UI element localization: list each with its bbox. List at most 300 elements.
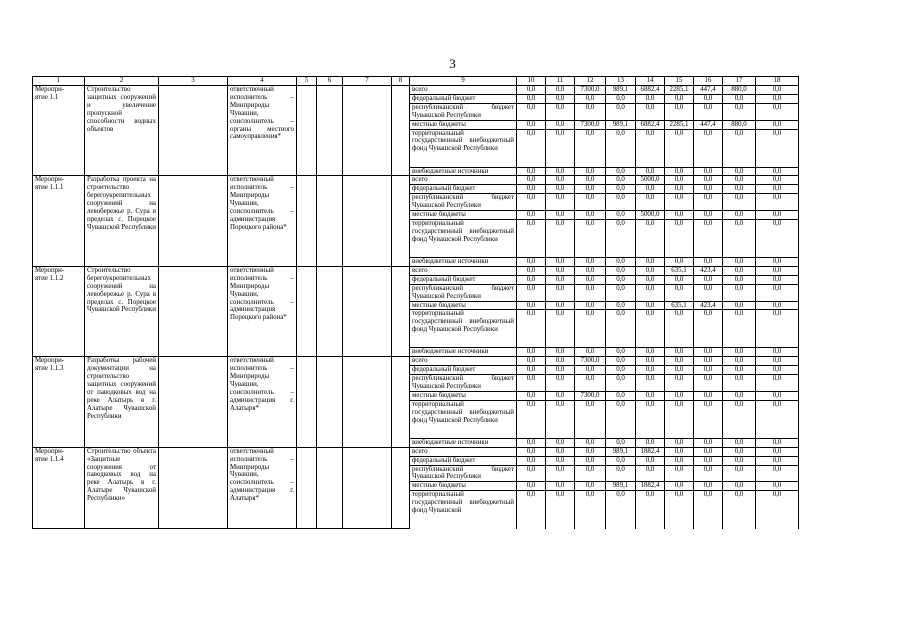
funding-value: 0,0 [636, 103, 665, 120]
funding-value: 0,0 [756, 185, 799, 194]
funding-value: 0,0 [694, 310, 723, 348]
funding-value: 0,0 [665, 167, 694, 176]
funding-value: 0,0 [636, 400, 665, 438]
activity-name: Строительство защитных сооружений и увеличение пропускной способности водных объектов [85, 86, 159, 176]
activity-id: Меропри- ятие 1.1.1 [33, 176, 85, 266]
funding-value: 0,0 [606, 348, 636, 357]
funding-source: федеральный бюджет [410, 185, 517, 194]
funding-value: 0,0 [723, 438, 756, 447]
funding-value: 0,0 [756, 366, 799, 375]
funding-value: 0,0 [665, 391, 694, 400]
funding-value: 0,0 [546, 491, 575, 529]
funding-value: 0,0 [665, 257, 694, 266]
activity-id: Меропри- ятие 1.1.3 [33, 357, 85, 447]
funding-value: 0,0 [606, 284, 636, 301]
funding-value: 0,0 [665, 219, 694, 257]
funding-value: 0,0 [636, 366, 665, 375]
funding-value: 0,0 [606, 465, 636, 482]
funding-value: 0,0 [546, 348, 575, 357]
activity-executor: ответственный исполнитель – Минприроды Чувашии, соисполнитель – администрация Порецкого района* [228, 176, 297, 266]
funding-value: 0,0 [575, 456, 606, 465]
funding-value: 880,0 [723, 120, 756, 129]
funding-value: 0,0 [517, 176, 546, 185]
funding-value: 0,0 [665, 211, 694, 220]
empty-cell [392, 266, 410, 356]
funding-value: 0,0 [606, 219, 636, 257]
funding-value: 0,0 [546, 86, 575, 95]
funding-value: 0,0 [756, 167, 799, 176]
funding-value: 0,0 [575, 266, 606, 275]
funding-source: всего [410, 86, 517, 95]
funding-value: 0,0 [517, 491, 546, 529]
funding-value: 0,0 [636, 194, 665, 211]
activity-executor: ответственный исполнитель – Минприроды Чувашии, соисполнитель – органы местного самоуправления* [228, 86, 297, 176]
funding-value: 0,0 [756, 375, 799, 392]
funding-value: 0,0 [546, 310, 575, 348]
funding-value: 0,0 [546, 219, 575, 257]
funding-value: 0,0 [546, 176, 575, 185]
activity-name: Разработка проекта на строительство берегоукрепительных сооружений на левобережье р. Сура в пределах с. Порецкое Чувашской Республики [85, 176, 159, 266]
funding-value: 989,1 [606, 447, 636, 456]
funding-value: 0,0 [546, 94, 575, 103]
page-number: 3 [449, 56, 456, 71]
empty-cell [159, 357, 228, 447]
funding-value: 0,0 [575, 94, 606, 103]
funding-value: 0,0 [575, 447, 606, 456]
funding-source: республиканский бюджет Чувашской Республики [410, 284, 517, 301]
funding-value: 0,0 [546, 266, 575, 275]
funding-value: 0,0 [546, 357, 575, 366]
funding-value: 0,0 [517, 257, 546, 266]
funding-source: федеральный бюджет [410, 366, 517, 375]
column-number: 16 [694, 77, 723, 86]
funding-value: 0,0 [723, 491, 756, 529]
funding-value: 0,0 [756, 103, 799, 120]
funding-value: 0,0 [606, 176, 636, 185]
table-row [33, 86, 799, 95]
funding-value: 0,0 [694, 185, 723, 194]
activity-id: Меропри- ятие 1.1 [33, 86, 85, 176]
empty-cell [297, 266, 317, 356]
empty-cell [297, 86, 317, 176]
funding-value: 0,0 [665, 348, 694, 357]
funding-source: территориальный государственный внебюджетный фонд Чувашской Республики [410, 310, 517, 348]
column-number: 14 [636, 77, 665, 86]
funding-value: 0,0 [517, 284, 546, 301]
funding-value: 0,0 [636, 438, 665, 447]
funding-value: 0,0 [546, 284, 575, 301]
funding-value: 0,0 [694, 129, 723, 167]
funding-value: 7300,0 [575, 357, 606, 366]
funding-value: 0,0 [575, 348, 606, 357]
funding-value: 989,1 [606, 482, 636, 491]
funding-value: 0,0 [575, 284, 606, 301]
funding-value: 0,0 [546, 465, 575, 482]
funding-value: 0,0 [517, 103, 546, 120]
funding-value: 0,0 [665, 185, 694, 194]
funding-value: 5000,0 [636, 211, 665, 220]
empty-cell [392, 86, 410, 176]
funding-value: 0,0 [756, 491, 799, 529]
funding-source: местные бюджеты [410, 482, 517, 491]
empty-cell [159, 86, 228, 176]
funding-value: 0,0 [636, 185, 665, 194]
funding-value: 0,0 [723, 310, 756, 348]
funding-value: 0,0 [546, 194, 575, 211]
funding-value: 0,0 [636, 301, 665, 310]
funding-value: 0,0 [636, 375, 665, 392]
funding-value: 0,0 [756, 129, 799, 167]
funding-value: 0,0 [517, 129, 546, 167]
funding-value: 0,0 [606, 438, 636, 447]
funding-value: 0,0 [756, 86, 799, 95]
funding-source: федеральный бюджет [410, 275, 517, 284]
funding-value: 0,0 [723, 348, 756, 357]
funding-value: 0,0 [546, 438, 575, 447]
column-number: 7 [343, 77, 392, 86]
funding-value: 0,0 [575, 176, 606, 185]
funding-value: 0,0 [694, 438, 723, 447]
funding-source: внебюджетные источники [410, 438, 517, 447]
funding-value: 0,0 [665, 94, 694, 103]
funding-value: 0,0 [756, 275, 799, 284]
funding-source: всего [410, 176, 517, 185]
funding-value: 0,0 [636, 94, 665, 103]
funding-value: 635,1 [665, 301, 694, 310]
funding-value: 0,0 [756, 310, 799, 348]
funding-value: 0,0 [517, 94, 546, 103]
funding-value: 0,0 [723, 129, 756, 167]
funding-value: 423,4 [694, 266, 723, 275]
empty-cell [343, 86, 392, 176]
funding-value: 0,0 [517, 465, 546, 482]
column-number: 5 [297, 77, 317, 86]
funding-value: 0,0 [575, 375, 606, 392]
funding-value: 0,0 [546, 185, 575, 194]
funding-value: 0,0 [606, 94, 636, 103]
funding-value: 0,0 [756, 301, 799, 310]
funding-value: 0,0 [546, 211, 575, 220]
empty-cell [297, 447, 317, 529]
funding-value: 0,0 [575, 185, 606, 194]
activity-executor: ответственный исполнитель – Минприроды Чувашии, соисполнитель – администрация г. Алатыря* [228, 357, 297, 447]
funding-source: территориальный государственный внебюджетный фонд Чувашской [410, 491, 517, 529]
funding-value: 0,0 [546, 375, 575, 392]
funding-value: 2285,1 [665, 120, 694, 129]
table-row [33, 266, 799, 275]
funding-value: 0,0 [665, 176, 694, 185]
activity-name: Строительство объекта «Защитные сооружения от паводковых вод на реке Алатырь в г. Алатыре Чувашской Республики» [85, 447, 159, 529]
funding-value: 0,0 [694, 465, 723, 482]
column-number: 15 [665, 77, 694, 86]
funding-value: 0,0 [517, 120, 546, 129]
funding-value: 635,1 [665, 266, 694, 275]
funding-value: 0,0 [694, 284, 723, 301]
funding-value: 0,0 [723, 366, 756, 375]
activity-name: Строительство берегоукрепительных сооружений на левобережье р. Сура в пределах с. Порецкое Чувашской Республики [85, 266, 159, 356]
funding-value: 0,0 [636, 275, 665, 284]
column-number: 12 [575, 77, 606, 86]
funding-value: 7300,0 [575, 391, 606, 400]
funding-value: 0,0 [575, 211, 606, 220]
funding-value: 0,0 [636, 357, 665, 366]
funding-value: 0,0 [665, 357, 694, 366]
funding-value: 0,0 [665, 465, 694, 482]
funding-value: 0,0 [517, 275, 546, 284]
funding-value: 0,0 [665, 375, 694, 392]
funding-value: 0,0 [606, 400, 636, 438]
funding-value: 0,0 [575, 366, 606, 375]
funding-value: 989,1 [606, 86, 636, 95]
funding-value: 0,0 [575, 301, 606, 310]
funding-value: 0,0 [694, 176, 723, 185]
funding-value: 0,0 [694, 375, 723, 392]
column-number: 10 [517, 77, 546, 86]
funding-value: 0,0 [606, 194, 636, 211]
funding-value: 0,0 [694, 447, 723, 456]
funding-value: 0,0 [546, 257, 575, 266]
funding-value: 0,0 [723, 194, 756, 211]
funding-value: 0,0 [665, 456, 694, 465]
funding-source: внебюджетные источники [410, 257, 517, 266]
funding-value: 0,0 [723, 176, 756, 185]
funding-value: 0,0 [517, 456, 546, 465]
funding-source: внебюджетные источники [410, 348, 517, 357]
funding-value: 0,0 [517, 482, 546, 491]
funding-value: 0,0 [756, 266, 799, 275]
empty-cell [317, 266, 343, 356]
funding-value: 0,0 [606, 185, 636, 194]
funding-value: 0,0 [723, 275, 756, 284]
funding-source: территориальный государственный внебюджетный фонд Чувашской Республики [410, 129, 517, 167]
funding-value: 0,0 [606, 266, 636, 275]
funding-value: 0,0 [636, 257, 665, 266]
funding-source: федеральный бюджет [410, 456, 517, 465]
funding-value: 0,0 [723, 219, 756, 257]
column-number: 8 [392, 77, 410, 86]
funding-value: 0,0 [723, 465, 756, 482]
funding-value: 0,0 [517, 366, 546, 375]
funding-value: 6882,4 [636, 86, 665, 95]
column-number: 3 [159, 77, 228, 86]
funding-value: 0,0 [546, 456, 575, 465]
funding-value: 0,0 [546, 366, 575, 375]
funding-value: 0,0 [636, 465, 665, 482]
column-number: 9 [410, 77, 517, 86]
funding-value: 0,0 [636, 129, 665, 167]
funding-value: 0,0 [606, 375, 636, 392]
funding-value: 989,1 [606, 120, 636, 129]
funding-source: всего [410, 266, 517, 275]
funding-value: 0,0 [546, 275, 575, 284]
funding-value: 0,0 [575, 257, 606, 266]
funding-value: 0,0 [665, 366, 694, 375]
funding-value: 0,0 [517, 211, 546, 220]
funding-value: 0,0 [575, 275, 606, 284]
funding-value: 0,0 [575, 194, 606, 211]
funding-value: 1882,4 [636, 482, 665, 491]
table-row [33, 447, 799, 456]
funding-value: 1882,4 [636, 447, 665, 456]
empty-cell [317, 176, 343, 266]
empty-cell [343, 447, 392, 529]
funding-value: 0,0 [756, 400, 799, 438]
funding-value: 0,0 [546, 129, 575, 167]
funding-value: 0,0 [723, 103, 756, 120]
funding-value: 880,0 [723, 86, 756, 95]
funding-source: местные бюджеты [410, 391, 517, 400]
funding-value: 0,0 [636, 391, 665, 400]
funding-value: 0,0 [756, 482, 799, 491]
funding-value: 0,0 [606, 103, 636, 120]
funding-value: 0,0 [723, 257, 756, 266]
funding-source: территориальный государственный внебюджетный фонд Чувашской Республики [410, 219, 517, 257]
funding-value: 0,0 [756, 176, 799, 185]
funding-value: 0,0 [517, 167, 546, 176]
funding-value: 0,0 [606, 275, 636, 284]
funding-value: 0,0 [517, 194, 546, 211]
funding-value: 0,0 [575, 491, 606, 529]
funding-source: местные бюджеты [410, 211, 517, 220]
funding-value: 0,0 [756, 284, 799, 301]
funding-value: 0,0 [517, 301, 546, 310]
funding-value: 0,0 [694, 348, 723, 357]
financing-table [32, 76, 799, 529]
activity-name: Разработка рабочей документации на строительство защитных сооружений от паводковых вод на реке Алатырь в г. Алатыре Чувашской Республики [85, 357, 159, 447]
funding-value: 0,0 [756, 194, 799, 211]
funding-value: 0,0 [756, 447, 799, 456]
funding-value: 0,0 [694, 391, 723, 400]
funding-value: 0,0 [606, 257, 636, 266]
funding-value: 0,0 [756, 120, 799, 129]
empty-cell [392, 447, 410, 529]
funding-value: 0,0 [756, 357, 799, 366]
funding-value: 0,0 [723, 266, 756, 275]
funding-source: федеральный бюджет [410, 94, 517, 103]
funding-source: местные бюджеты [410, 120, 517, 129]
funding-value: 0,0 [546, 447, 575, 456]
funding-value: 0,0 [575, 219, 606, 257]
funding-source: республиканский бюджет Чувашской Республики [410, 194, 517, 211]
funding-value: 0,0 [636, 310, 665, 348]
funding-source: республиканский бюджет Чувашской Республики [410, 465, 517, 482]
funding-value: 0,0 [665, 284, 694, 301]
funding-value: 0,0 [694, 257, 723, 266]
funding-value: 0,0 [575, 103, 606, 120]
funding-value: 0,0 [756, 348, 799, 357]
funding-value: 0,0 [546, 391, 575, 400]
empty-cell [343, 176, 392, 266]
empty-cell [297, 176, 317, 266]
empty-cell [317, 447, 343, 529]
funding-value: 0,0 [546, 482, 575, 491]
funding-value: 6882,4 [636, 120, 665, 129]
activity-id: Меропри- ятие 1.1.4 [33, 447, 85, 529]
funding-value: 5000,0 [636, 176, 665, 185]
funding-value: 447,4 [694, 120, 723, 129]
funding-value: 0,0 [575, 482, 606, 491]
funding-value: 0,0 [694, 194, 723, 211]
funding-value: 0,0 [546, 167, 575, 176]
funding-value: 0,0 [723, 301, 756, 310]
funding-source: всего [410, 357, 517, 366]
column-number: 2 [85, 77, 159, 86]
funding-value: 0,0 [665, 482, 694, 491]
funding-value: 0,0 [517, 357, 546, 366]
table-row [33, 357, 799, 366]
funding-value: 0,0 [636, 491, 665, 529]
funding-value: 2285,1 [665, 86, 694, 95]
funding-value: 0,0 [517, 400, 546, 438]
funding-value: 0,0 [723, 391, 756, 400]
funding-value: 0,0 [606, 366, 636, 375]
funding-value: 0,0 [636, 266, 665, 275]
funding-value: 7300,0 [575, 120, 606, 129]
funding-value: 0,0 [694, 167, 723, 176]
funding-value: 0,0 [517, 391, 546, 400]
funding-value: 0,0 [756, 94, 799, 103]
funding-value: 0,0 [665, 129, 694, 167]
funding-value: 0,0 [723, 284, 756, 301]
funding-value: 0,0 [723, 456, 756, 465]
column-number: 11 [546, 77, 575, 86]
funding-value: 0,0 [723, 185, 756, 194]
funding-value: 0,0 [517, 266, 546, 275]
funding-value: 0,0 [546, 301, 575, 310]
funding-value: 0,0 [636, 284, 665, 301]
funding-source: республиканский бюджет Чувашской Республики [410, 103, 517, 120]
funding-value: 0,0 [606, 391, 636, 400]
funding-value: 0,0 [723, 482, 756, 491]
empty-cell [343, 357, 392, 447]
funding-value: 0,0 [606, 491, 636, 529]
table-body [33, 77, 799, 529]
funding-value: 423,4 [694, 301, 723, 310]
funding-value: 0,0 [517, 348, 546, 357]
funding-value: 0,0 [606, 310, 636, 348]
column-number-row [33, 77, 799, 86]
funding-value: 0,0 [517, 375, 546, 392]
funding-value: 0,0 [665, 310, 694, 348]
funding-value: 0,0 [723, 400, 756, 438]
activity-executor: ответственный исполнитель – Минприроды Чувашии, соисполнитель – администрация г. Алатыря* [228, 447, 297, 529]
funding-value: 0,0 [606, 301, 636, 310]
column-number: 13 [606, 77, 636, 86]
funding-value: 0,0 [723, 375, 756, 392]
funding-value: 0,0 [694, 400, 723, 438]
funding-source: местные бюджеты [410, 301, 517, 310]
funding-value: 0,0 [723, 447, 756, 456]
funding-value: 0,0 [606, 357, 636, 366]
funding-value: 0,0 [665, 438, 694, 447]
funding-value: 0,0 [694, 482, 723, 491]
funding-value: 0,0 [723, 211, 756, 220]
funding-value: 0,0 [665, 103, 694, 120]
funding-value: 0,0 [606, 456, 636, 465]
funding-value: 0,0 [517, 310, 546, 348]
funding-value: 0,0 [756, 211, 799, 220]
funding-value: 0,0 [665, 400, 694, 438]
funding-value: 0,0 [694, 366, 723, 375]
funding-value: 0,0 [694, 94, 723, 103]
funding-value: 0,0 [756, 257, 799, 266]
funding-value: 0,0 [546, 400, 575, 438]
funding-value: 0,0 [575, 400, 606, 438]
column-number: 6 [317, 77, 343, 86]
funding-value: 0,0 [575, 465, 606, 482]
funding-value: 0,0 [756, 456, 799, 465]
funding-value: 0,0 [723, 94, 756, 103]
